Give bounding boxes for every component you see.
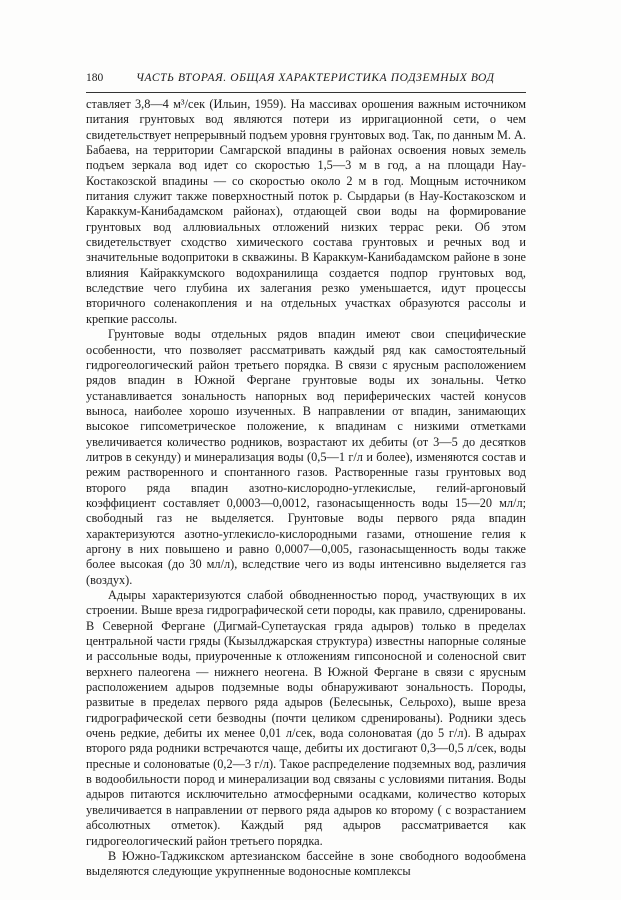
page-header xyxy=(86,72,526,88)
running-head: ЧАСТЬ ВТОРАЯ. ОБЩАЯ ХАРАКТЕРИСТИКА ПОДЗЕМНЫХ ВОД xyxy=(136,72,495,84)
paragraph-4: В Южно-Таджикском артезианском бассейне в зоне свободного водообмена выделяются следующие укрупненные водоносные комплексы xyxy=(86,848,526,879)
paragraph-1: ставляет 3,8—4 м³/сек (Ильин, 1959). На массивах орошения важным источником питания грунтовых вод являются потери из ирригационной сети, о чем свидетельствует непрерывный подъем уровня грунтовых вод. Так, по данным М. А. Бабаева, на территории Самгарской впадины в районах освоения новых земель подъем зеркала вод идет со скоростью 1,5—3 м в год, а на площади Нау-Костакозской впадины — со скоростью около 2 м в год. Мощным источником питания служит также поверхностный поток р. Сырдарьи (в Нау-Костакозском и Караккум-Канибадамском районах), отдающей свои воды на формирование грунтовых вод аллювиальных отложений низких террас реки. Об этом свидетельствует сходство химического состава грунтовых и речных вод и значительные водопритоки в скважины. В Караккум-Канибадамском районе в зоне влияния Кайраккумского водохранилища создается подпор грунтовых вод, вследствие чего глубина их залегания резко уменьшается, идут процессы вторичного соленакопления и на отдельных участках образуются рассолы и крепкие рассолы. xyxy=(86,97,527,326)
header-rule xyxy=(86,92,526,93)
paragraph-3: Адыры характеризуются слабой обводненностью пород, участвующих в их строении. Выше вреза гидрографической сети породы, как правило, сдренированы. В Северной Фергане (Дигмай-Супетауская гряда адыров) только в пределах центральной части гряды (Кызылджарская структура) известны напорные соляные и рассольные воды, приуроченные к отложениям гипсоносной и соленосной свит верхнего палеогена — нижнего неогена. В Южной Фергане в связи с ярусным расположением адыров подземные воды обнаруживают зональность. Породы, развитые в пределах первого ряда адыров (Белесыньк, Сельрохо), выше вреза гидрографической сети безводны (почти целиком сдренированы). Родники здесь очень редкие, дебиты их менее 0,01 л/сек, вода солоноватая (до 5 г/л). В адырах второго ряда родники встречаются чаще, дебиты их достигают 0,3—0,5 л/сек, воды пресные и солоноватые (0,2—3 г/л). Такое распределение подземных вод, различия в водообильности пород и минерализации вод связаны с условиями питания. Воды адыров питаются исключительно атмосферными осадками, количество которых увеличивается в направлении от первого ряда адыров ко второму ( с возрастанием абсолютных отметок). Каждый ряд адыров рассматривается как гидрогеологический район третьего порядка. xyxy=(86,588,526,848)
page-number: 180 xyxy=(86,72,104,84)
paragraph-2: Грунтовые воды отдельных рядов впадин имеют свои специфические особенности, что позволяет рассматривать каждый ряд как самостоятельный гидрогеологический район третьего порядка. В связи с ярусным расположением рядов впадин в Южной Фергане грунтовые воды их зональны. Четко устанавливается зональность напорных вод периферических частей конусов выноса, наиболее хорошо изученных. В направлении от впадин, занимающих высокое гипсометрическое положение, к впадинам с низкими отметками увеличивается количество родников, возрастают их дебиты (от 3—5 до десятков литров в секунду) и минерализация воды (0,5—1 г/л и более), изменяются состав и режим растворенного и спонтанного газов. Растворенные газы грунтовых вод второго ряда впадин азотно-кислородно-углекислые, гелий-аргоновый коэффициент составляет 0,0003—0,0012, газонасыщенность воды 15—20 мл/л; свободный газ не выделяется. Грунтовые воды первого ряда впадин характеризуются азотно-углекисло-кислородными газами, отношение гелия к аргону в них повышено и равно 0,0007—0,005, газонасыщенность воды также более высокая (до 30 мл/л), вследствие чего из воды интенсивно выделяется газ (воздух). xyxy=(86,327,526,587)
body-text xyxy=(86,97,526,880)
